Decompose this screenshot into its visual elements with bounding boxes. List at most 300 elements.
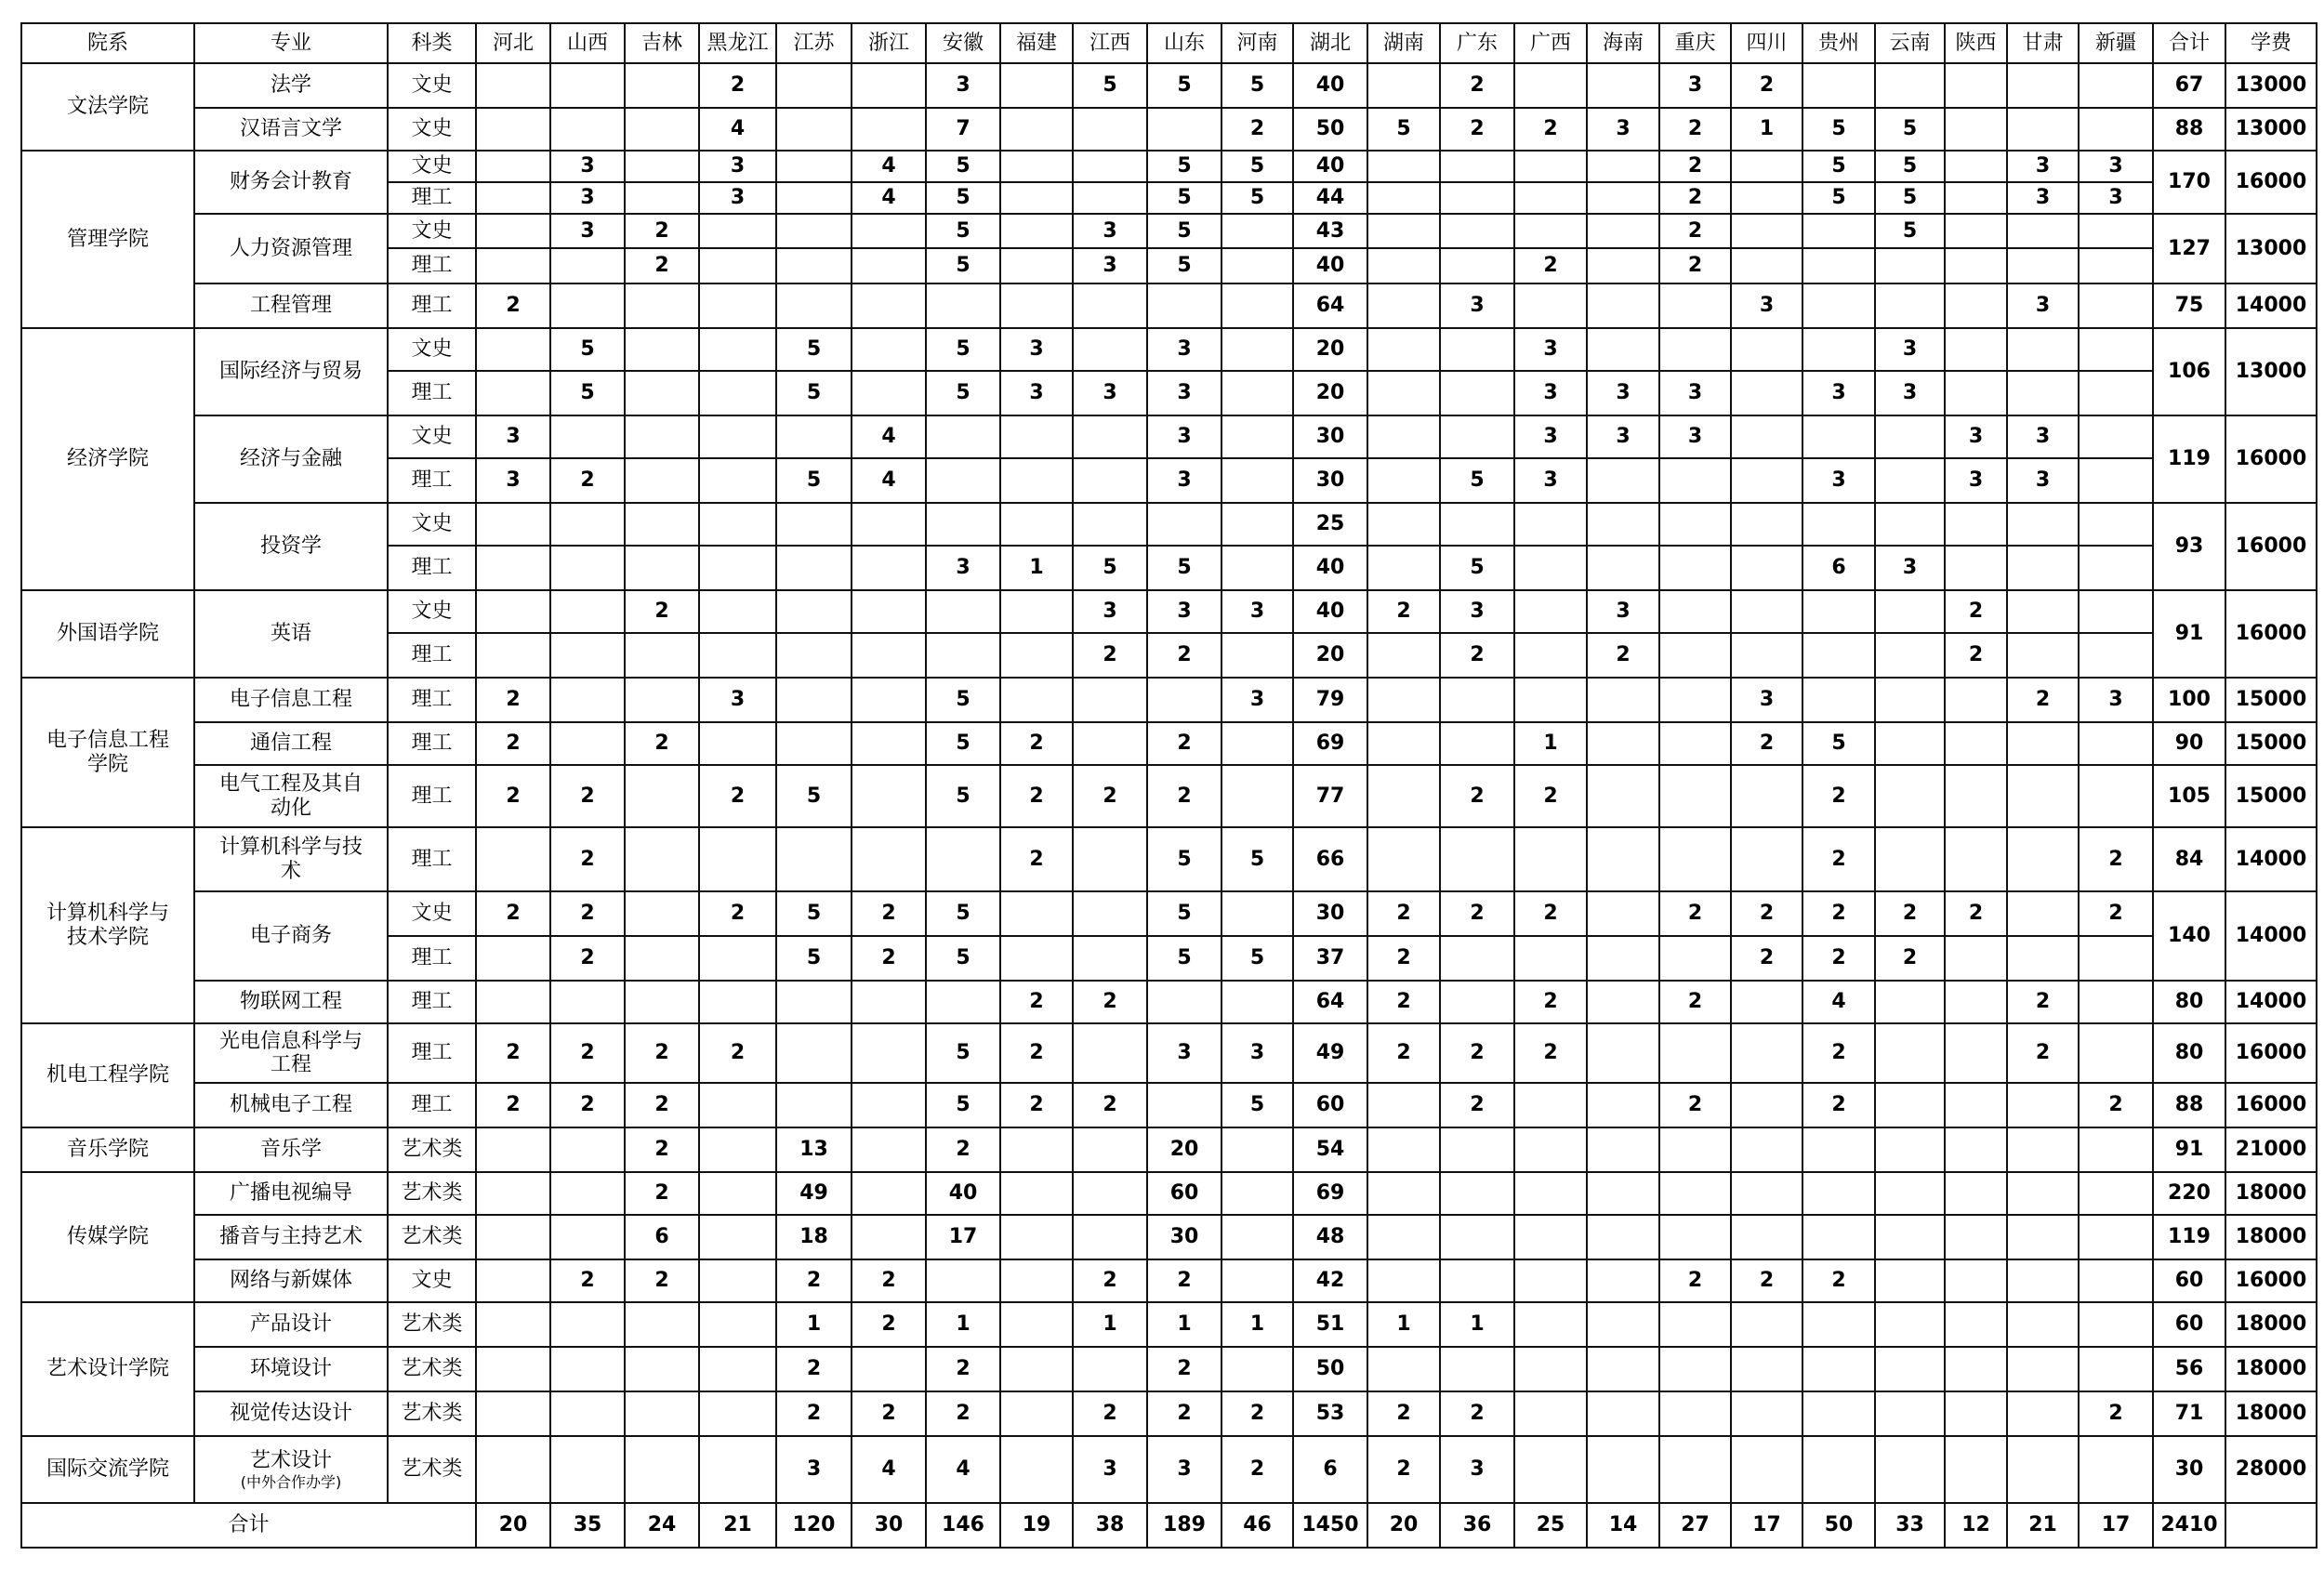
quota-cell: 2 — [1073, 1083, 1147, 1127]
empty-quota-cell — [1802, 678, 1875, 722]
quota-cell: 2 — [1659, 981, 1731, 1023]
empty-quota-cell — [550, 1172, 625, 1215]
empty-quota-cell — [776, 1083, 852, 1127]
empty-quota-cell — [2007, 248, 2079, 283]
empty-quota-cell — [1440, 151, 1514, 182]
major-cell — [194, 283, 388, 328]
quota-cell: 2 — [1147, 765, 1221, 827]
grand-total-province: 38 — [1073, 1503, 1147, 1548]
quota-cell: 2 — [1731, 1259, 1802, 1302]
major-cell — [194, 1127, 388, 1172]
quota-cell: 2 — [625, 1083, 699, 1127]
quota-cell: 2 — [852, 1302, 926, 1347]
empty-quota-cell — [1587, 1172, 1659, 1215]
empty-quota-cell — [776, 151, 852, 182]
empty-quota-cell — [1000, 1436, 1073, 1503]
empty-quota-cell — [1440, 182, 1514, 214]
empty-quota-cell — [1659, 1347, 1731, 1391]
major-note: (中外合作办学) — [240, 1472, 342, 1491]
department-cell-label: 艺术设计学院 — [46, 1357, 169, 1381]
department-cell — [21, 1127, 194, 1172]
empty-quota-cell — [625, 936, 699, 981]
department-cell — [21, 63, 194, 151]
quota-cell: 5 — [1147, 936, 1221, 981]
empty-quota-cell — [1731, 371, 1802, 415]
quota-cell: 3 — [1073, 214, 1147, 248]
quota-cell: 2 — [1073, 1391, 1147, 1436]
table-row — [21, 1259, 2317, 1302]
empty-quota-cell — [1587, 283, 1659, 328]
quota-cell: 1 — [776, 1302, 852, 1347]
empty-quota-cell — [1875, 1259, 1945, 1302]
empty-quota-cell — [1514, 590, 1587, 633]
tuition-cell: 18000 — [2225, 1347, 2317, 1391]
quota-cell: 3 — [1945, 415, 2007, 458]
empty-quota-cell — [2007, 1172, 2079, 1215]
empty-quota-cell — [1073, 415, 1147, 458]
quota-cell: 2 — [1000, 827, 1073, 891]
major-cell-label: 电子信息工程 — [229, 688, 352, 712]
empty-quota-cell — [926, 415, 1000, 458]
quota-cell: 5 — [926, 1083, 1000, 1127]
empty-quota-cell — [1945, 63, 2007, 108]
grand-total-province: 30 — [852, 1503, 926, 1548]
empty-quota-cell — [1440, 1127, 1514, 1172]
quota-cell: 1 — [926, 1302, 1000, 1347]
category-cell: 理工 — [388, 1023, 476, 1083]
quota-cell: 3 — [2007, 458, 2079, 503]
quota-cell: 5 — [776, 458, 852, 503]
empty-quota-cell — [1221, 981, 1293, 1023]
empty-quota-cell — [1731, 1083, 1802, 1127]
quota-cell: 2 — [776, 1391, 852, 1436]
quota-cell: 3 — [1147, 590, 1221, 633]
header-province: 江苏 — [776, 23, 852, 63]
major-total-cell: 84 — [2153, 827, 2225, 891]
empty-quota-cell — [1221, 283, 1293, 328]
quota-cell: 3 — [1514, 328, 1587, 371]
quota-cell: 2 — [699, 765, 776, 827]
quota-cell: 1 — [1731, 108, 1802, 151]
empty-quota-cell — [1587, 328, 1659, 371]
empty-quota-cell — [2079, 1347, 2153, 1391]
category-cell: 艺术类 — [388, 1215, 476, 1259]
header-province: 云南 — [1875, 23, 1945, 63]
quota-cell: 6 — [625, 1215, 699, 1259]
quota-cell: 2 — [625, 1172, 699, 1215]
quota-cell: 2 — [1659, 1259, 1731, 1302]
empty-quota-cell — [776, 63, 852, 108]
empty-quota-cell — [1367, 328, 1440, 371]
empty-quota-cell — [699, 1259, 776, 1302]
quota-cell: 2 — [1367, 590, 1440, 633]
empty-quota-cell — [699, 590, 776, 633]
empty-quota-cell — [1440, 415, 1514, 458]
table-row — [21, 503, 2317, 546]
table-row — [21, 1347, 2317, 1391]
quota-cell: 44 — [1293, 182, 1367, 214]
empty-quota-cell — [1514, 1172, 1587, 1215]
empty-quota-cell — [1073, 1215, 1147, 1259]
quota-cell: 2 — [1945, 891, 2007, 936]
empty-quota-cell — [852, 108, 926, 151]
empty-quota-cell — [852, 590, 926, 633]
quota-cell: 2 — [625, 722, 699, 765]
quota-cell: 2 — [1731, 63, 1802, 108]
empty-quota-cell — [1875, 1127, 1945, 1172]
empty-quota-cell — [2079, 981, 2153, 1023]
quota-cell: 18 — [776, 1215, 852, 1259]
empty-quota-cell — [1587, 182, 1659, 214]
quota-cell: 2 — [550, 891, 625, 936]
quota-cell: 3 — [2079, 678, 2153, 722]
empty-quota-cell — [1221, 328, 1293, 371]
empty-quota-cell — [1221, 1172, 1293, 1215]
category-cell: 理工 — [388, 827, 476, 891]
quota-cell: 2 — [1367, 1023, 1440, 1083]
empty-quota-cell — [625, 328, 699, 371]
quota-cell: 13 — [776, 1127, 852, 1172]
quota-cell: 5 — [926, 1023, 1000, 1083]
empty-quota-cell — [1440, 678, 1514, 722]
quota-cell: 2 — [1659, 1083, 1731, 1127]
quota-cell: 2 — [926, 1347, 1000, 1391]
quota-cell: 25 — [1293, 503, 1367, 546]
quota-cell: 69 — [1293, 722, 1367, 765]
empty-quota-cell — [852, 248, 926, 283]
quota-cell: 2 — [1875, 936, 1945, 981]
empty-quota-cell — [625, 827, 699, 891]
grand-total-province: 21 — [2007, 1503, 2079, 1548]
empty-quota-cell — [1659, 827, 1731, 891]
major-cell — [194, 1259, 388, 1302]
table-row — [21, 590, 2317, 633]
major-total-cell: 119 — [2153, 415, 2225, 503]
empty-quota-cell — [2079, 248, 2153, 283]
quota-cell: 48 — [1293, 1215, 1367, 1259]
category-cell: 艺术类 — [388, 1172, 476, 1215]
grand-total-province: 33 — [1875, 1503, 1945, 1548]
empty-quota-cell — [1731, 1302, 1802, 1347]
empty-quota-cell — [1514, 63, 1587, 108]
category-cell: 理工 — [388, 633, 476, 678]
header-province: 广西 — [1514, 23, 1587, 63]
empty-quota-cell — [852, 1215, 926, 1259]
quota-cell: 2 — [1367, 936, 1440, 981]
empty-quota-cell — [699, 248, 776, 283]
empty-quota-cell — [699, 1172, 776, 1215]
empty-quota-cell — [625, 765, 699, 827]
empty-quota-cell — [1000, 415, 1073, 458]
grand-total-province: 46 — [1221, 1503, 1293, 1548]
header-province: 浙江 — [852, 23, 926, 63]
empty-quota-cell — [1659, 678, 1731, 722]
category-cell: 理工 — [388, 546, 476, 590]
major-total-cell: 75 — [2153, 283, 2225, 328]
empty-quota-cell — [1000, 108, 1073, 151]
major-cell — [194, 590, 388, 678]
header-province: 山西 — [550, 23, 625, 63]
empty-quota-cell — [1000, 936, 1073, 981]
quota-cell: 2 — [1000, 1023, 1073, 1083]
empty-quota-cell — [476, 1302, 550, 1347]
empty-quota-cell — [476, 546, 550, 590]
quota-cell: 5 — [926, 891, 1000, 936]
quota-cell: 5 — [1147, 63, 1221, 108]
empty-quota-cell — [926, 981, 1000, 1023]
empty-quota-cell — [852, 1172, 926, 1215]
category-cell: 理工 — [388, 458, 476, 503]
grand-total-province: 12 — [1945, 1503, 2007, 1548]
quota-cell: 2 — [1440, 891, 1514, 936]
empty-quota-cell — [476, 981, 550, 1023]
grand-total-province: 36 — [1440, 1503, 1514, 1548]
header-province: 重庆 — [1659, 23, 1731, 63]
empty-quota-cell — [1073, 458, 1147, 503]
quota-cell: 3 — [476, 415, 550, 458]
empty-quota-cell — [550, 1127, 625, 1172]
quota-cell: 2 — [1514, 891, 1587, 936]
empty-quota-cell — [926, 1259, 1000, 1302]
header-province: 吉林 — [625, 23, 699, 63]
major-cell-label: 汉语言文学 — [239, 117, 342, 141]
category-cell: 文史 — [388, 503, 476, 546]
empty-quota-cell — [1367, 283, 1440, 328]
empty-quota-cell — [1440, 981, 1514, 1023]
empty-quota-cell — [550, 590, 625, 633]
major-cell — [194, 151, 388, 214]
quota-cell: 5 — [1221, 182, 1293, 214]
quota-cell: 2 — [1221, 108, 1293, 151]
quota-cell: 6 — [1802, 546, 1875, 590]
category-cell: 理工 — [388, 678, 476, 722]
empty-quota-cell — [1875, 827, 1945, 891]
tuition-cell: 16000 — [2225, 1083, 2317, 1127]
grand-total-label: 合计 — [21, 1503, 476, 1548]
major-total-cell: 67 — [2153, 63, 2225, 108]
empty-quota-cell — [2007, 590, 2079, 633]
table-row — [21, 1436, 2317, 1503]
table-row — [21, 1172, 2317, 1215]
empty-quota-cell — [550, 633, 625, 678]
empty-quota-cell — [852, 1083, 926, 1127]
empty-quota-cell — [1000, 151, 1073, 182]
empty-quota-cell — [2007, 765, 2079, 827]
empty-quota-cell — [1073, 151, 1147, 182]
empty-quota-cell — [476, 1172, 550, 1215]
empty-quota-cell — [1514, 827, 1587, 891]
empty-quota-cell — [1875, 458, 1945, 503]
empty-quota-cell — [1073, 1023, 1147, 1083]
quota-cell: 2 — [1440, 765, 1514, 827]
empty-quota-cell — [926, 827, 1000, 891]
quota-cell: 40 — [926, 1172, 1000, 1215]
empty-quota-cell — [1000, 891, 1073, 936]
empty-quota-cell — [1945, 1023, 2007, 1083]
empty-quota-cell — [1731, 1023, 1802, 1083]
major-total-cell: 90 — [2153, 722, 2225, 765]
category-cell: 理工 — [388, 182, 476, 214]
empty-quota-cell — [2007, 328, 2079, 371]
quota-cell: 5 — [1221, 827, 1293, 891]
tuition-cell: 15000 — [2225, 678, 2317, 722]
major-cell — [194, 827, 388, 891]
empty-quota-cell — [2007, 891, 2079, 936]
quota-cell: 2 — [1514, 108, 1587, 151]
empty-quota-cell — [1073, 827, 1147, 891]
empty-quota-cell — [1367, 63, 1440, 108]
quota-cell: 5 — [1073, 546, 1147, 590]
empty-quota-cell — [550, 1302, 625, 1347]
quota-cell: 5 — [926, 936, 1000, 981]
empty-quota-cell — [1659, 283, 1731, 328]
empty-quota-cell — [550, 722, 625, 765]
empty-quota-cell — [550, 63, 625, 108]
empty-quota-cell — [2079, 1259, 2153, 1302]
empty-quota-cell — [1945, 1127, 2007, 1172]
tuition-cell: 18000 — [2225, 1215, 2317, 1259]
quota-cell: 3 — [1000, 328, 1073, 371]
empty-quota-cell — [1875, 1023, 1945, 1083]
empty-quota-cell — [852, 1347, 926, 1391]
empty-quota-cell — [2079, 108, 2153, 151]
empty-quota-cell — [1440, 827, 1514, 891]
empty-quota-cell — [1945, 1215, 2007, 1259]
quota-cell: 5 — [926, 182, 1000, 214]
empty-quota-cell — [625, 1391, 699, 1436]
category-cell: 理工 — [388, 722, 476, 765]
quota-cell: 4 — [852, 415, 926, 458]
quota-cell: 5 — [1875, 182, 1945, 214]
quota-cell: 64 — [1293, 981, 1367, 1023]
empty-quota-cell — [550, 546, 625, 590]
empty-quota-cell — [625, 1347, 699, 1391]
empty-quota-cell — [776, 283, 852, 328]
empty-quota-cell — [852, 546, 926, 590]
empty-quota-cell — [699, 1302, 776, 1347]
empty-quota-cell — [1073, 678, 1147, 722]
empty-quota-cell — [776, 415, 852, 458]
quota-cell: 2 — [776, 1347, 852, 1391]
quota-cell: 60 — [1293, 1083, 1367, 1127]
quota-cell: 5 — [1440, 458, 1514, 503]
empty-quota-cell — [2079, 633, 2153, 678]
quota-cell: 2 — [852, 1259, 926, 1302]
empty-quota-cell — [1587, 1436, 1659, 1503]
tuition-cell: 13000 — [2225, 63, 2317, 108]
empty-quota-cell — [1514, 1391, 1587, 1436]
quota-cell: 2 — [476, 1023, 550, 1083]
empty-quota-cell — [1221, 1347, 1293, 1391]
table-row — [21, 214, 2317, 248]
empty-quota-cell — [1073, 936, 1147, 981]
category-cell: 文史 — [388, 214, 476, 248]
empty-quota-cell — [1945, 546, 2007, 590]
empty-quota-cell — [1000, 283, 1073, 328]
empty-quota-cell — [1147, 981, 1221, 1023]
major-total-cell: 127 — [2153, 214, 2225, 283]
quota-cell: 2 — [625, 590, 699, 633]
empty-quota-cell — [1221, 214, 1293, 248]
empty-quota-cell — [625, 108, 699, 151]
category-cell: 理工 — [388, 765, 476, 827]
empty-quota-cell — [699, 458, 776, 503]
empty-quota-cell — [1073, 1172, 1147, 1215]
empty-quota-cell — [476, 590, 550, 633]
empty-quota-cell — [1073, 1127, 1147, 1172]
quota-cell: 2 — [2079, 1083, 2153, 1127]
empty-quota-cell — [476, 1347, 550, 1391]
quota-cell: 2 — [1147, 633, 1221, 678]
empty-quota-cell — [1659, 1436, 1731, 1503]
empty-quota-cell — [776, 827, 852, 891]
empty-quota-cell — [1945, 1302, 2007, 1347]
quota-cell: 3 — [550, 182, 625, 214]
empty-quota-cell — [1587, 63, 1659, 108]
grand-total-province: 50 — [1802, 1503, 1875, 1548]
grand-total-row — [21, 1503, 2317, 1548]
quota-cell: 3 — [2079, 151, 2153, 182]
department-cell-label: 文法学院 — [66, 95, 149, 119]
header-province: 海南 — [1587, 23, 1659, 63]
major-total-cell: 88 — [2153, 108, 2225, 151]
grand-total-province: 21 — [699, 1503, 776, 1548]
empty-quota-cell — [699, 1347, 776, 1391]
major-cell — [194, 981, 388, 1023]
empty-quota-cell — [476, 633, 550, 678]
empty-quota-cell — [1514, 1215, 1587, 1259]
quota-cell: 3 — [776, 1436, 852, 1503]
empty-quota-cell — [625, 182, 699, 214]
quota-cell: 40 — [1293, 151, 1367, 182]
empty-quota-cell — [2079, 503, 2153, 546]
table-row — [21, 722, 2317, 765]
quota-cell: 5 — [1073, 63, 1147, 108]
empty-quota-cell — [1802, 1172, 1875, 1215]
empty-quota-cell — [1440, 248, 1514, 283]
header-province: 河北 — [476, 23, 550, 63]
table-row — [21, 63, 2317, 108]
empty-quota-cell — [1731, 981, 1802, 1023]
empty-quota-cell — [1367, 415, 1440, 458]
empty-quota-cell — [1000, 678, 1073, 722]
empty-quota-cell — [1221, 546, 1293, 590]
empty-quota-cell — [1587, 1023, 1659, 1083]
empty-quota-cell — [1514, 283, 1587, 328]
empty-quota-cell — [699, 214, 776, 248]
quota-cell: 3 — [1000, 371, 1073, 415]
quota-cell: 2 — [1731, 936, 1802, 981]
category-cell: 理工 — [388, 283, 476, 328]
quota-cell: 2 — [2079, 827, 2153, 891]
empty-quota-cell — [1945, 214, 2007, 248]
quota-cell: 54 — [1293, 1127, 1367, 1172]
quota-cell: 17 — [926, 1215, 1000, 1259]
quota-cell: 2 — [1587, 633, 1659, 678]
empty-quota-cell — [1659, 458, 1731, 503]
empty-quota-cell — [625, 633, 699, 678]
quota-cell: 5 — [1221, 151, 1293, 182]
quota-cell: 3 — [550, 214, 625, 248]
empty-quota-cell — [1945, 283, 2007, 328]
quota-cell: 2 — [1659, 108, 1731, 151]
major-cell-label: 经济与金融 — [239, 447, 342, 471]
empty-quota-cell — [1875, 1083, 1945, 1127]
table-row — [21, 827, 2317, 891]
empty-quota-cell — [1587, 678, 1659, 722]
major-total-cell: 220 — [2153, 1172, 2225, 1215]
empty-quota-cell — [699, 328, 776, 371]
